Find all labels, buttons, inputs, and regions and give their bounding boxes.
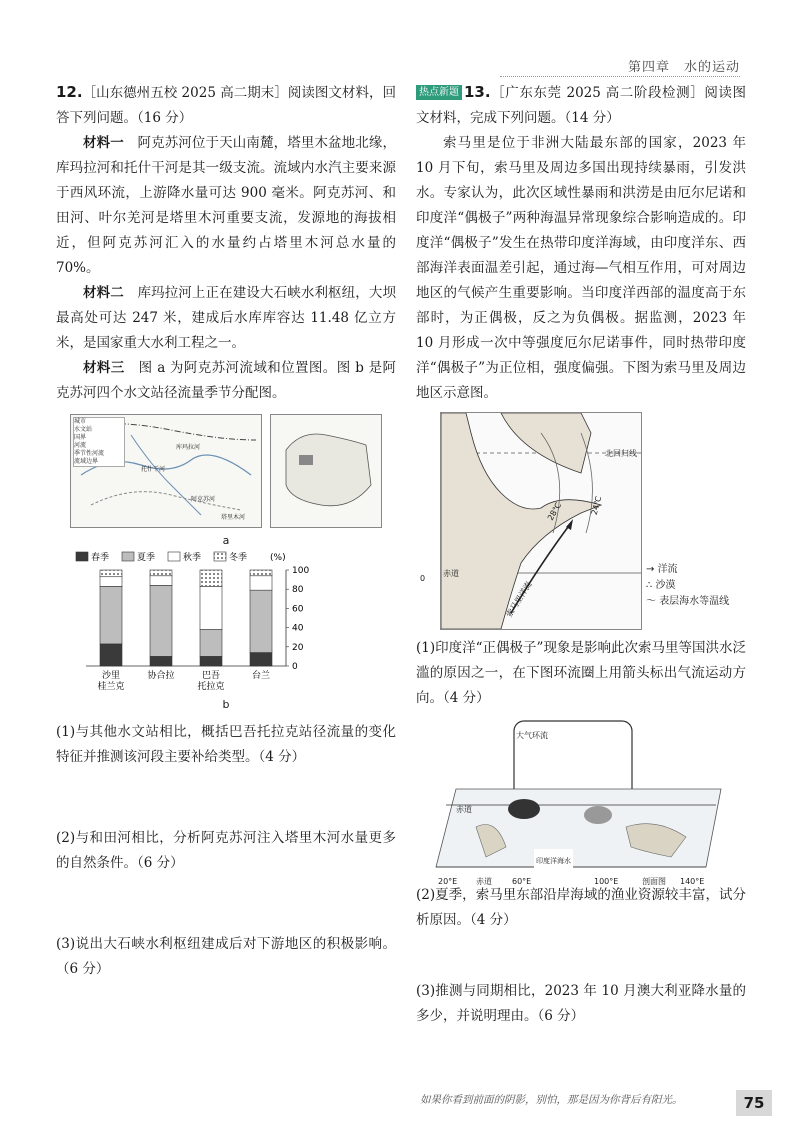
circulation-figure <box>416 717 746 886</box>
legend-swatch-0 <box>76 552 88 561</box>
legend-current: → 洋流 <box>646 564 678 575</box>
bar-segment-秋季 <box>150 576 172 586</box>
circulation-title: 大气环流 <box>516 731 548 740</box>
legend-label: 秋季 <box>183 553 202 563</box>
circ-equator-label: 赤道 <box>456 805 472 814</box>
chapter-header: 第四章 水的运动 <box>627 60 740 75</box>
bar-segment-春季 <box>250 653 272 666</box>
q13-sub-3: (3)推测与同期相比，2023 年 10 月澳大利亚降水量的多少，并说明理由。（6 分） <box>416 983 746 1024</box>
bar-segment-春季 <box>100 644 122 666</box>
tropic-label: 北回归线 <box>605 449 637 458</box>
header-rule <box>500 76 740 77</box>
q12-number: 12. <box>56 83 83 101</box>
y-tick-label: 0 <box>292 662 298 672</box>
y-tick-label: 20 <box>292 642 304 653</box>
legend-label: 春季 <box>91 553 110 563</box>
legend-desert: ∴ 沙漠 <box>646 580 676 591</box>
sea-label: 印度洋海水 <box>534 849 573 874</box>
y-tick-label: 40 <box>292 623 304 634</box>
somalia-legend <box>646 562 746 610</box>
equator-label: 赤道 <box>443 569 459 578</box>
aksu-basin-map <box>70 414 262 528</box>
q12-material-3 <box>56 356 396 406</box>
bar-segment-冬季 <box>250 570 272 576</box>
legend-swatch-1 <box>122 552 134 561</box>
legend-seasonal-river: 季节性河流 <box>74 450 105 457</box>
question-13 <box>416 80 746 1029</box>
legend-isotherm: ～ 表层海水等温线 <box>646 596 730 607</box>
answer-space[interactable] <box>416 933 746 979</box>
bar-segment-冬季 <box>200 570 222 586</box>
bar-segment-春季 <box>150 656 172 666</box>
map-legend <box>73 417 125 467</box>
y-tick-label: 100 <box>292 566 310 576</box>
material-2-label: 材料二 <box>83 285 124 301</box>
category-label: 巴吾托拉克 <box>197 671 225 692</box>
material-2-text: 库玛拉河上正在建设大石峡水利枢纽，大坝最高处可达 247 米，建成后水库库容达 11.48 亿立方米，是国家重大水利工程之一。 <box>56 285 397 351</box>
label-toshkan: 托什干河 <box>141 466 166 473</box>
legend-swatch-3 <box>214 552 226 561</box>
q13-sub-2: (2)夏季，索马里东部沿岸海域的渔业资源较丰富，试分析原因。（4 分） <box>416 887 746 928</box>
q12-sub-1: (1)与其他水文站相比，概括巴吾托拉克站径流量的变化特征并推测该河段主要补给类型。（4 分） <box>56 724 396 765</box>
figure-b <box>56 548 396 698</box>
legend-city: 城市 <box>74 418 87 425</box>
bar-segment-夏季 <box>150 585 172 656</box>
section-label: 剖面图 <box>642 877 666 886</box>
page-number: 75 <box>736 1090 772 1116</box>
legend-basin: 流域边界 <box>74 458 99 465</box>
q12-sub-2: (2)与和田河相比，分析阿克苏河注入塔里木河水量更多的自然条件。（6 分） <box>56 830 396 871</box>
bar-segment-秋季 <box>100 577 122 587</box>
material-1-text: 阿克苏河位于天山南麓，塔里木盆地北缘，库玛拉河和托什干河是其一级支流。流域内水汽主要来源于西风环流，上游降水量可达 900 毫米。阿克苏河、和田河、叶尔羌河是塔里木河重要支流，发源地的海拔相近，但阿克苏河汇入的水量约占塔里木河总水量的 70%。 <box>56 135 397 276</box>
lon-60: 60°E <box>512 877 532 886</box>
runoff-chart <box>56 548 396 698</box>
somalia-map <box>440 412 642 630</box>
answer-space[interactable] <box>56 876 396 932</box>
bar-segment-秋季 <box>250 576 272 590</box>
legend-label: 冬季 <box>229 553 248 563</box>
question-12 <box>56 80 396 982</box>
lon-100: 100°E <box>594 877 619 886</box>
zero-lat-label: 0 <box>420 574 426 583</box>
somalia-figure <box>416 412 746 636</box>
material-3-label: 材料三 <box>83 360 125 376</box>
isotherm-24: 24℃ <box>589 495 604 516</box>
category-label: 台兰 <box>251 671 271 681</box>
figure-b-caption: b <box>222 698 230 711</box>
label-kumarak: 库玛拉河 <box>176 444 201 451</box>
q12-intro <box>56 80 396 131</box>
legend-border: 国界 <box>74 434 87 441</box>
legend-station: 水文站 <box>74 426 93 433</box>
hot-topic-badge: 热点新题 <box>416 85 462 100</box>
footer-quote: 如果你看到前面的阴影，别怕，那是因为你背后有阳光。 <box>420 1094 683 1106</box>
q13-number: 13. <box>464 83 491 101</box>
china-location-map <box>270 414 382 528</box>
lon-140: 140°E <box>680 877 705 886</box>
figure-a-caption: a <box>222 534 230 547</box>
y-tick-label: 60 <box>292 604 304 615</box>
legend-swatch-2 <box>168 552 180 561</box>
answer-space[interactable] <box>56 770 396 826</box>
bar-segment-冬季 <box>100 570 122 577</box>
bar-segment-夏季 <box>250 590 272 652</box>
bar-segment-夏季 <box>200 630 222 657</box>
bar-segment-冬季 <box>150 570 172 576</box>
label-aksu: 阿克苏河 <box>191 496 216 503</box>
category-label: 沙里桂兰克 <box>97 671 125 692</box>
q13-source: ［广东东莞 2025 高二阶段检测］阅读图文材料，完成下列问题。（14 分） <box>416 85 746 126</box>
bar-segment-春季 <box>200 656 222 666</box>
q12-material-2 <box>56 281 396 356</box>
q13-intro <box>416 80 746 131</box>
q12-material-1 <box>56 131 396 281</box>
lon-20: 20°E <box>438 877 458 886</box>
legend-river: 河流 <box>74 442 87 449</box>
y-tick-label: 80 <box>292 585 304 596</box>
y-unit: (%) <box>270 553 286 563</box>
somali-current-label: 索马里洋流 <box>504 580 534 619</box>
isotherm-28: 28℃ <box>545 500 564 523</box>
figure-a <box>56 414 396 534</box>
q12-sub-3: (3)说出大石峡水利枢纽建成后对下游地区的积极影响。（6 分） <box>56 936 396 977</box>
material-1-label: 材料一 <box>83 135 124 151</box>
bar-segment-秋季 <box>200 586 222 629</box>
label-tarim: 塔里木河 <box>221 514 246 521</box>
q13-sub-1: (1)印度洋“正偶极子”现象是影响此次索马里等国洪水泛滥的原因之一，在下图环流圈上用箭头标出气流运动方向。（4 分） <box>416 640 746 706</box>
material-3-text: 图 a 为阿克苏河流域和位置图。图 b 是阿克苏河四个水文站径流量季节分配图。 <box>56 360 397 401</box>
legend-label: 夏季 <box>137 553 156 563</box>
q13-passage: 索马里是位于非洲大陆最东部的国家，2023 年 10 月下旬，索马里及周边多国出现持续暴雨，引发洪水。专家认为，此次区域性暴雨和洪涝是由厄尔尼诺和印度洋“偶极子”两种海温异常现象综合影响造成的。印度洋“偶极子”发生在热带印度洋海域，由印度洋东、西部海洋表面温差引起，通过海—气相互作用，可对周边地区的气候产生重要影响。当印度洋西部的温度高于东部时，为正偶极，反之为负偶极。据监测，2023 年 10 月形成一次中等强度厄尔尼诺事件，同时热带印度洋“偶极子”为正位相，强度偏强。下图为索马里及周边地区示意图。 <box>416 135 746 401</box>
circ-equator-label-bottom: 赤道 <box>476 877 492 886</box>
bar-segment-夏季 <box>100 586 122 644</box>
category-label: 协合拉 <box>147 671 175 681</box>
q12-source: ［山东德州五校 2025 高二期末］阅读图文材料，回答下列问题。（16 分） <box>56 85 396 126</box>
